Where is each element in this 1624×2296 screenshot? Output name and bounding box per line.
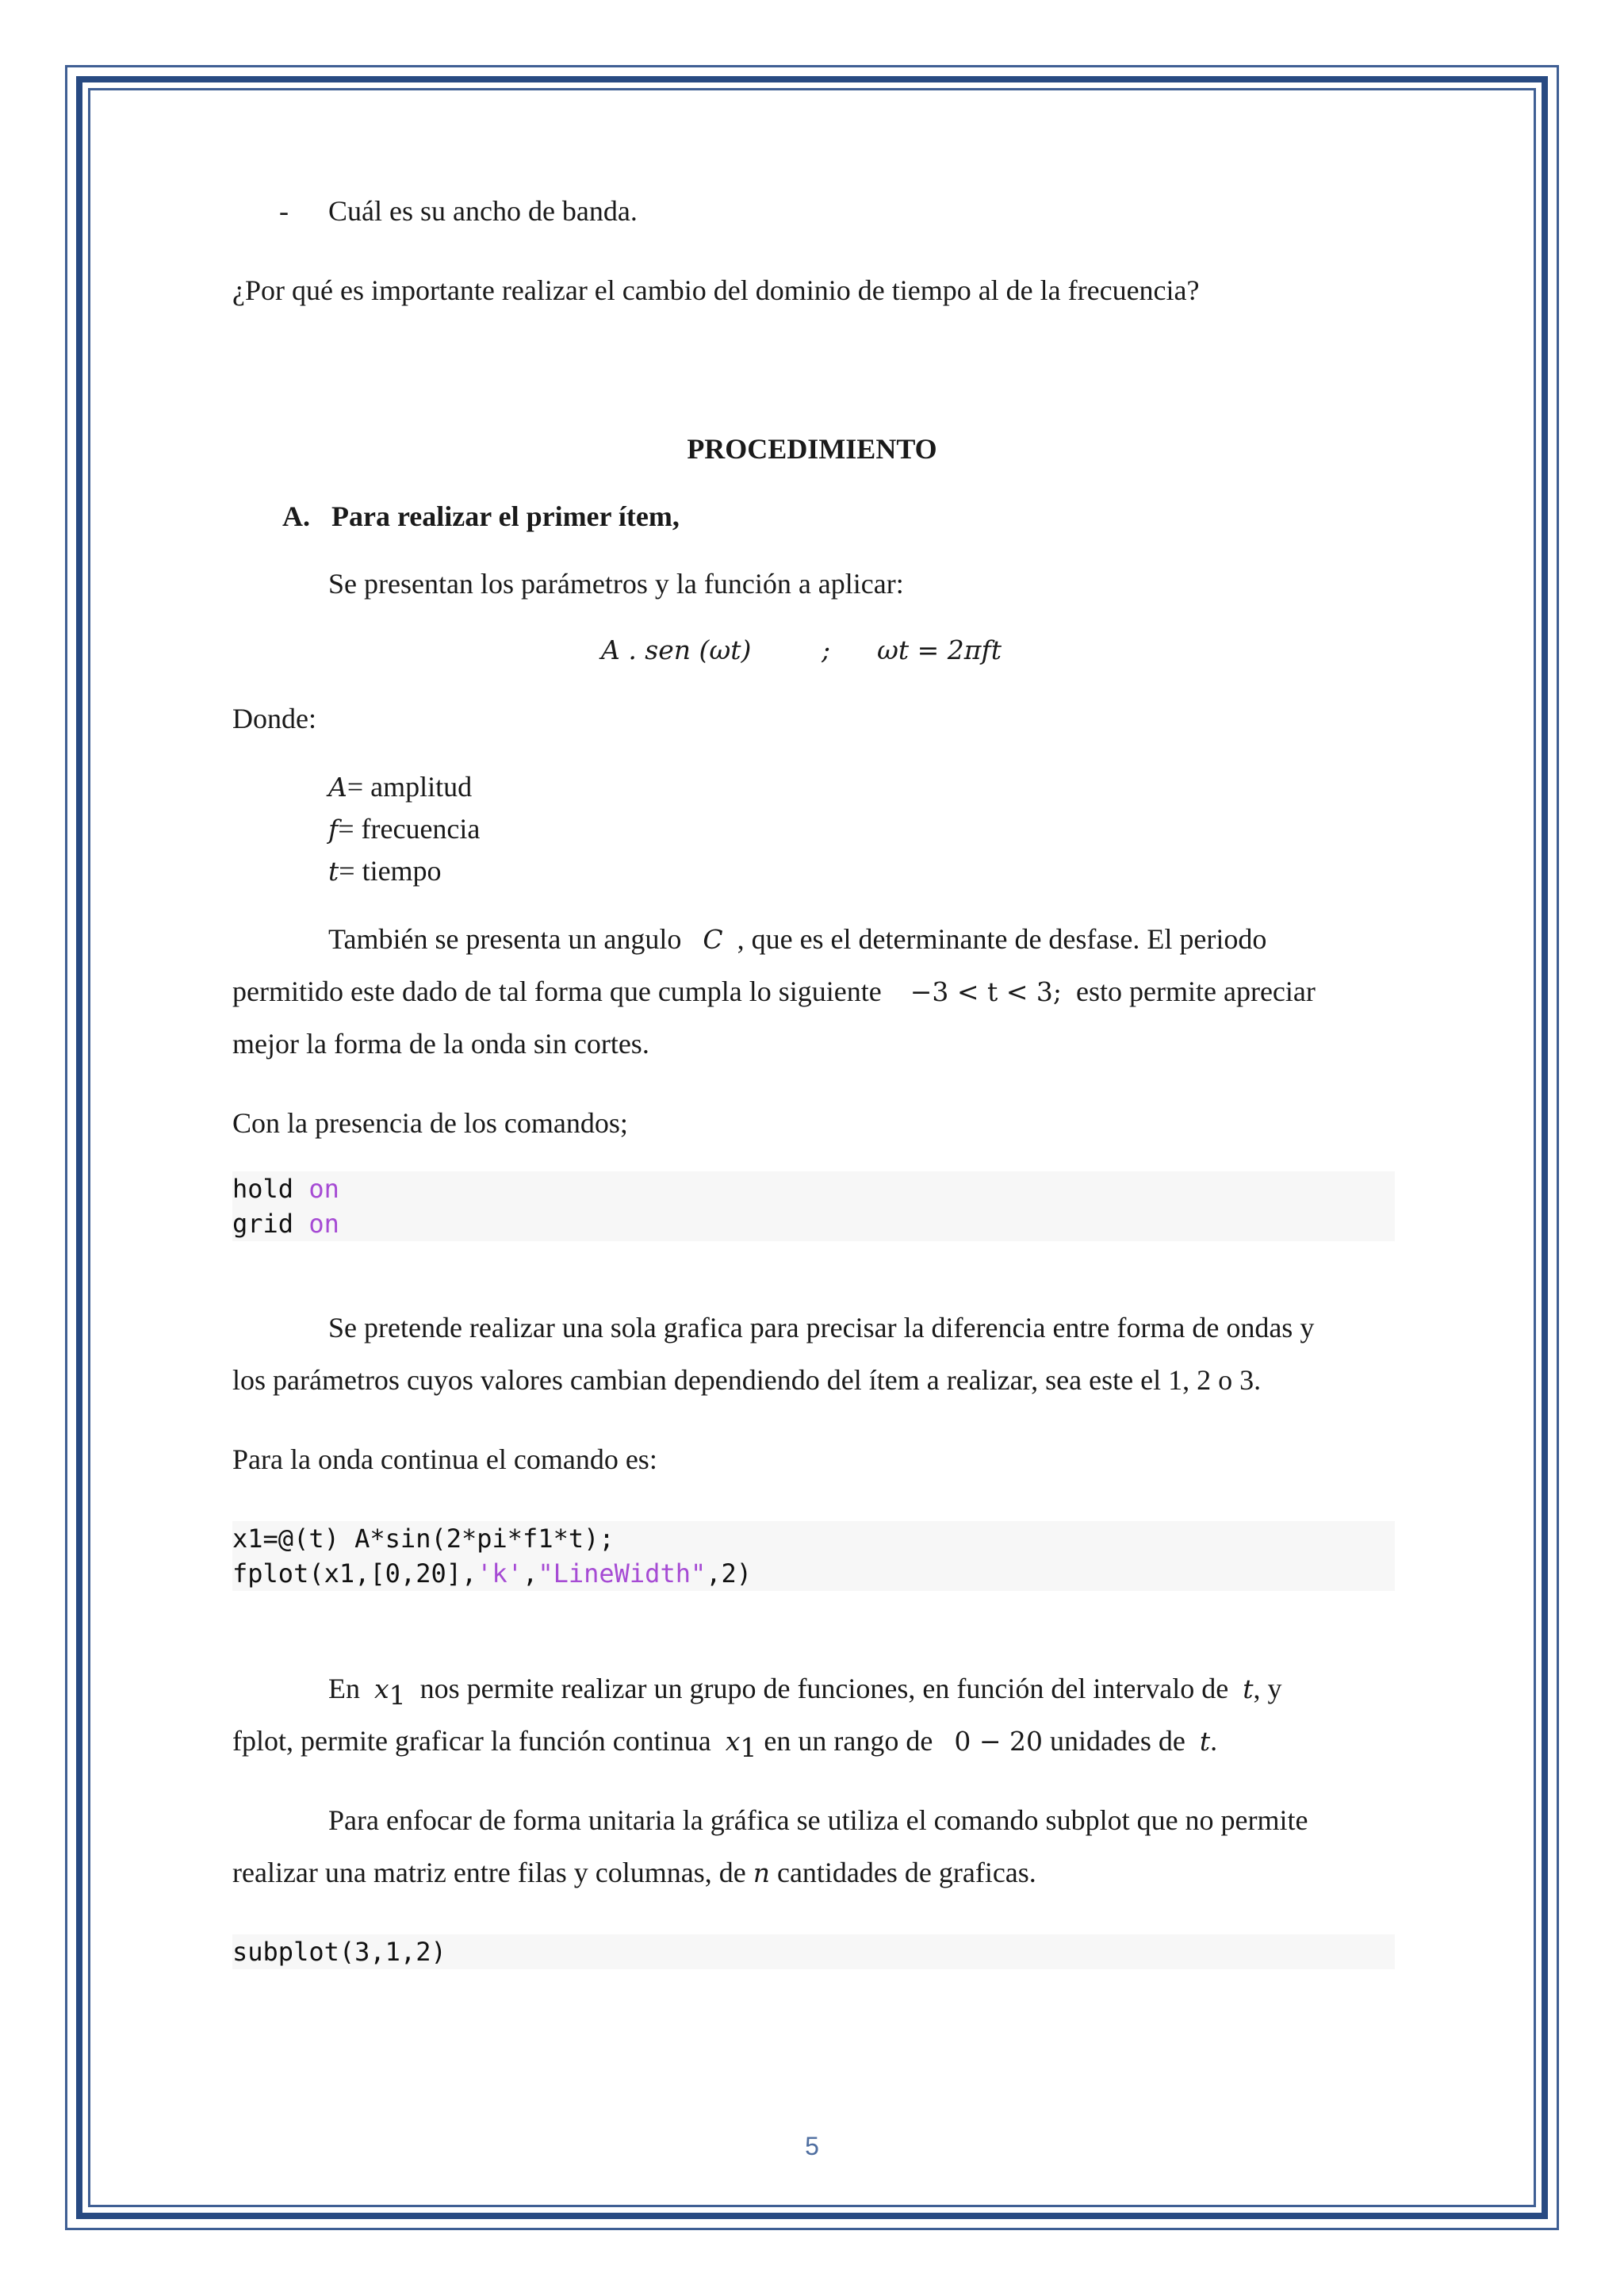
subplot-paragraph-line2: realizar una matriz entre filas y columnas, de n cantidades de graficas. bbox=[232, 1857, 1036, 1888]
code-line-fplot: fplot(x1,[0,20],'k',"LineWidth",2) bbox=[232, 1558, 753, 1589]
code-line-grid: grid on bbox=[232, 1209, 339, 1239]
definition-frequency: f= frecuencia bbox=[328, 813, 481, 845]
continuous-intro: Para la onda continua el comando es: bbox=[232, 1443, 657, 1475]
single-graph-line2: los parámetros cuyos valores cambian dependiendo del ítem a realizar, sea este el 1, 2 o 3. bbox=[232, 1364, 1262, 1396]
bullet-dash: - bbox=[279, 195, 289, 227]
angle-paragraph-line1: También se presenta un angulo C , que es el determinante de desfase. El periodo bbox=[328, 923, 1267, 955]
bullet-text: Cuál es su ancho de banda. bbox=[328, 195, 638, 227]
code-block-hold-grid bbox=[232, 1171, 1395, 1241]
code-block-fplot bbox=[232, 1521, 1395, 1591]
section-a-title: Para realizar el primer ítem, bbox=[331, 500, 680, 532]
angle-paragraph-line3: mejor la forma de la onda sin cortes. bbox=[232, 1028, 649, 1060]
x1-paragraph-line1: En $x_1$ nos permite realizar un grupo de funciones, en función del intervalo de t, y bbox=[328, 1673, 1282, 1711]
section-heading: PROCEDIMIENTO bbox=[687, 433, 937, 465]
definition-amplitude: A= amplitud bbox=[328, 771, 473, 803]
code-line-subplot: subplot(3,1,2) bbox=[232, 1937, 446, 1967]
formula-separator: ; bbox=[822, 634, 831, 665]
question-paragraph: ¿Por qué es importante realizar el cambio del dominio de tiempo al de la frecuencia? bbox=[232, 274, 1200, 306]
single-graph-line1: Se pretende realizar una sola grafica para precisar la diferencia entre forma de ondas y bbox=[328, 1312, 1315, 1343]
donde-label: Donde: bbox=[232, 703, 316, 734]
code-line-x1: x1=@(t) A*sin(2*pi*f1*t); bbox=[232, 1524, 615, 1554]
code-block-subplot bbox=[232, 1934, 1395, 1969]
definition-time: t= tiempo bbox=[328, 855, 442, 887]
formula-right: ωt = 2πft bbox=[877, 634, 1002, 665]
angle-paragraph-line2: permitido este dado de tal forma que cumpla lo siguiente −3 < t < 3; esto permite apreciar bbox=[232, 976, 1316, 1007]
section-a-letter: A. bbox=[282, 500, 310, 532]
intro-paragraph: Se presentan los parámetros y la función a aplicar: bbox=[328, 568, 904, 600]
code-line-hold: hold on bbox=[232, 1174, 339, 1204]
x1-paragraph-line2: fplot, permite graficar la función continua $x_1$ en un rango de 0 − 20 unidades de t. bbox=[232, 1725, 1218, 1764]
formula-left: A . sen (ωt) bbox=[601, 634, 752, 665]
page-number: 5 bbox=[805, 2132, 819, 2160]
subplot-paragraph-line1: Para enfocar de forma unitaria la gráfica se utiliza el comando subplot que no permite bbox=[328, 1804, 1308, 1836]
commands-intro: Con la presencia de los comandos; bbox=[232, 1107, 628, 1139]
